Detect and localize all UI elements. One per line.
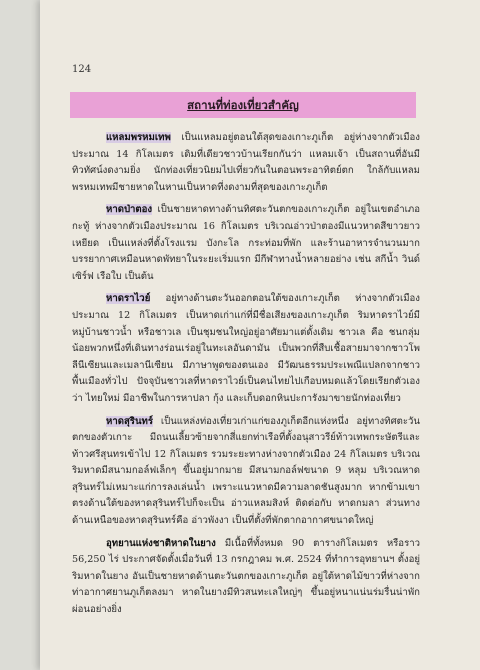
paragraph-surin bbox=[72, 414, 420, 530]
heading-naiyang: อุทยานแห่งชาติหาดในยาง bbox=[106, 537, 216, 549]
page-number: 124 bbox=[72, 64, 92, 75]
heading-patong: หาดป่าตอง bbox=[106, 204, 153, 216]
text-rawai: อยู่ทางด้านตะวันออกตอนใต้ของเกาะภูเก็ต ห่างจากตัวเมืองประมาณ 12 กิโลเมตร เป็นหาดเก่าแก่ที่มีชื่อเสียงของเกาะภูเก็ต ริมหาดราไวย์มีหมู่บ้านชาวน้ำ หรือชาวเล เป็นชุมชนใหญ่อยู่อาศัยมาแต่ดั้งเดิม ชาวเล คือ ชนกลุ่มน้อยพวกหนึ่งที่เดินทางร่อนเร่อยู่ในทะเลอันดามัน เป็นพวกที่สืบเชื้อสายมาจากชาวโพลีนีเซียนและเมลานีเซียน มีภาษาพูดของตนเอง มีวัฒนธรรมประเพณีแปลกจากชาวพื้นเมืองทั่วไป ปัจจุบันชาวเลที่หาดราไวย์เป็นคนไทยไปเกือบหมดแล้วโดยเรียกตัวเองว่า ไทยใหม่ มีอาชีพในการหาปลา กุ้ง และเก็บดอกหินปะการังมาขายนักท่องเที่ยว bbox=[72, 293, 420, 404]
text-phromthep: เป็นแหลมอยู่ตอนใต้สุดของเกาะภูเก็ต อยู่ห่างจากตัวเมืองประมาณ 14 กิโลเมตร เดิมที่เดียวชาวบ้านเรียกกันว่า แหลมเจ้า เป็นสถานที่อันมีทิวทัศน์งดงามยิ่ง นักท่องเที่ยวนิยมไปเที่ยวกันในตอนพระอาทิตย์ตก ใกล้กับแหลมพรหมเทพมีชายหาดในหานเป็นหาดที่งดงามที่สุดของเกาะภูเก็ต bbox=[72, 132, 420, 193]
text-patong: เป็นชายหาดทางด้านทิศตะวันตกของเกาะภูเก็ต อยู่ในเขตอำเภอกะทู้ ห่างจากตัวเมืองประมาณ 16 กิโลเมตร บริเวณอ่าวป่าตองมีแนวหาดสีขาวยาวเหยียด เป็นแหล่งที่ตั้งโรงแรม บังกะโล กระท่อมที่พัก และร้านอาหารจำนวนมาก บรรยากาศเหมือนหาดพัทยาในระยะเริ่มแรก มีกีฬาทางน้ำหลายอย่าง เช่น สกีน้ำ วินด์เซิร์ฟ เรือใบ เป็นต้น bbox=[72, 204, 420, 282]
heading-phromthep: แหลมพรหมเทพ bbox=[106, 132, 171, 143]
paragraph-rawai bbox=[72, 291, 420, 407]
paragraph-patong bbox=[72, 202, 420, 285]
text-surin: เป็นแหล่งท่องเที่ยวเก่าแก่ของภูเก็ตอีกแห่งหนึ่ง อยู่ทางทิศตะวันตกของตัวเกาะ มีถนนเลี้ยวซ้ายจากสี่แยกท่าเรือที่ตั้งอนุสาวรีย์ท้าวเทพกระษัตรีและท้าวศรีสุนทรเข้าไป 12 กิโลเมตร รวมระยะทางห่างจากตัวเมือง 24 กิโลเมตร บริเวณริมหาดมีสนามกอล์ฟเล็กๆ ขึ้นอยู่มากมาย มีสนามกอล์ฟขนาด 9 หลุม บริเวณหาดสุรินทร์ไม่เหมาะแก่การลงเล่นน้ำ เพราะแนวหาดมีความลาดชันสูงมาก หากข้ามเขาตรงด้านใต้ของหาดสุรินทร์ไปก็จะเป็น อ่าวแหลมสิงห์ ติดต่อกับ หาดกมลา ส่วนทางด้านเหนือของหาดสุรินทร์คือ อ่าวพังงา เป็นที่ตั้งที่พักตากอากาศขนาดใหญ่ bbox=[72, 415, 420, 527]
paragraph-phromthep bbox=[72, 130, 420, 196]
paragraph-naiyang bbox=[72, 536, 420, 619]
heading-rawai: หาดราไวย์ bbox=[106, 293, 151, 305]
article-body bbox=[72, 130, 420, 625]
text-naiyang: มีเนื้อที่ทั้งหมด 90 ตารางกิโลเมตร หรือราว 56,250 ไร่ ประกาศจัดตั้งเมื่อวันที่ 13 กรกฎาคม พ.ศ. 2524 ที่ทำการอุทยานฯ ตั้งอยู่ริมหาดในยาง อันเป็นชายหาดด้านตะวันตกของเกาะภูเก็ต อยู่ใต้หาดไม้ขาวที่ห่างจากท่าอากาศยานภูเก็ตลงมา หาดในยางมีทิวสนทะเลใหญ่ๆ ขึ้นอยู่หนาแน่นร่มรื่นน่าพักผ่อนอย่างยิ่ง bbox=[72, 537, 420, 616]
section-title: สถานที่ท่องเที่ยวสำคัญ bbox=[187, 98, 299, 112]
heading-surin: หาดสุรินทร์ bbox=[106, 415, 153, 427]
